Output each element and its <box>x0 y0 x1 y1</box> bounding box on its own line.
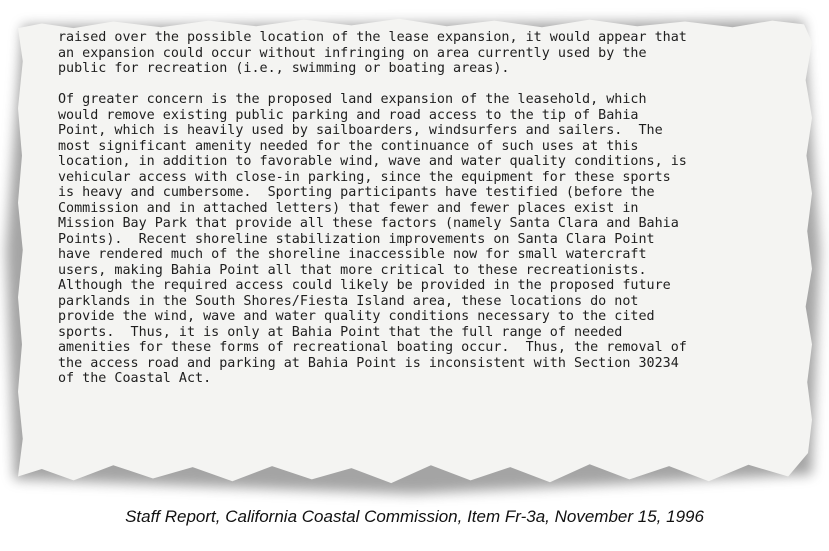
text-line: an expansion could occur without infringing on area currently used by the <box>58 45 647 61</box>
text-line: would remove existing public parking and road access to the tip of Bahia <box>58 107 639 123</box>
text-line: sports. Thus, it is only at Bahia Point that the full range of needed <box>58 324 623 340</box>
text-line: Points). Recent shoreline stabilization improvements on Santa Clara Point <box>58 231 655 247</box>
text-line: is heavy and cumbersome. Sporting participants have testified (before the <box>58 185 655 200</box>
paragraph-1 <box>58 30 798 77</box>
text-line: vehicular access with close-in parking, since the equipment for these sports <box>58 169 671 185</box>
text-line: of the Coastal Act. <box>58 371 212 386</box>
text-line: Of greater concern is the proposed land expansion of the leasehold, which <box>58 92 647 107</box>
text-line: Although the required access could likely be provided in the proposed future <box>58 278 671 293</box>
text-line: parklands in the South Shores/Fiesta Island area, these locations do not <box>58 293 639 309</box>
paragraph-gap <box>58 77 798 93</box>
paragraph-2 <box>58 92 798 387</box>
source-caption: Staff Report, California Coastal Commission, Item Fr-3a, November 15, 1996 <box>125 507 704 526</box>
document-text <box>58 30 798 387</box>
text-line: amenities for these forms of recreational boating occur. Thus, the removal of <box>58 340 687 355</box>
text-line: Point, which is heavily used by sailboarders, windsurfers and sailers. The <box>58 123 663 138</box>
text-line: raised over the possible location of the lease expansion, it would appear that <box>58 30 687 45</box>
text-line: the access road and parking at Bahia Point is inconsistent with Section 30234 <box>58 355 679 371</box>
text-line: have rendered much of the shoreline inaccessible now for small watercraft <box>58 247 647 262</box>
text-line: most significant amenity needed for the continuance of such uses at this <box>58 138 639 154</box>
text-line: Mission Bay Park that provide all these factors (namely Santa Clara and Bahia <box>58 216 679 231</box>
text-line: provide the wind, wave and water quality conditions necessary to the cited <box>58 309 655 324</box>
text-line: public for recreation (i.e., swimming or boating areas). <box>58 61 510 76</box>
text-line: location, in addition to favorable wind, wave and water quality conditions, is <box>58 154 687 169</box>
text-line: Commission and in attached letters) that fewer and fewer places exist in <box>58 200 639 216</box>
text-line: users, making Bahia Point all that more critical to these recreationists. <box>58 262 647 278</box>
